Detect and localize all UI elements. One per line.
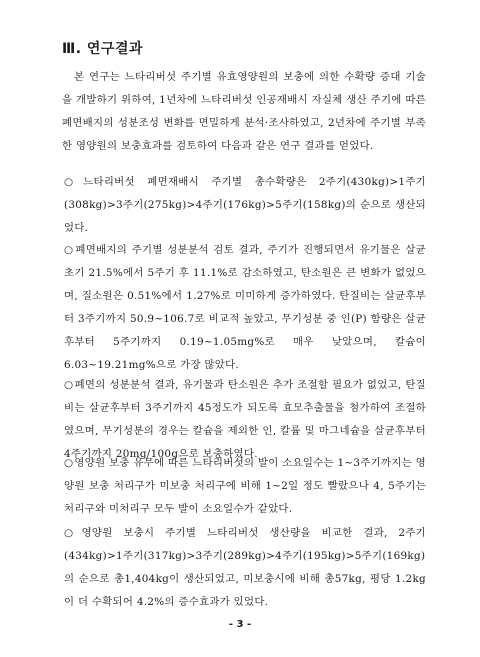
finding-text: 폐면의 성분분석 결과, 유기물과 탄소원은 추가 조절할 필요가 없었고, 탄질비는 살균후부터 3주기까지 45정도가 되도록 효모추출물을 첨가하여 조절하였으며, 무기성분의 경우는 칼슘을 제외한 인, 칼륨 및 마그네슘을 살균후부터 4주기까지 20mg/100g으로 보충하였다. [64,379,426,460]
finding-item [64,452,426,521]
finding-item [64,239,426,377]
finding-text: 영양원 보충시 주기별 느타리버섯 생산량을 비교한 결과, 2주기(434kg)>1주기(317kg)>3주기(289kg)>4주기(195kg)>5주기(169kg)의 순으로 총1,404kg이 생산되었고, 미보충시에 비해 총57kg, 평당 1.2kg이 더 수확되어 4.2%의 증수효과가 있었다. [64,527,426,608]
bullet-circle-icon: ○ [64,244,75,256]
bullet-circle-icon: ○ [64,527,81,539]
finding-text: 폐면배지의 주기별 성분분석 검토 결과, 주기가 진행되면서 유기물은 살균 초기 21.5%에서 5주기 후 11.1%로 감소하였고, 탄소원은 큰 변화가 없었으며, 질소원은 0.51%에서 1.27%로 미미하게 증가하였다. 탄질비는 살균후부터 3주기까지 50.9~106.7로 비교적 높았고, 무기성분 중 인(P) 함량은 살균후부터 5주기까지 0.19~1.05mg%로 매우 낮았으며, 칼슘이 6.03~19.21mg%으로 가장 많았다. [64,244,427,371]
finding-text: 느타리버섯 폐면재배시 주기별 총수확량은 2주기(430kg)>1주기(308kg)>3주기(275kg)>4주기(176kg)>5주기(158kg)의 순으로 생산되었다. [64,176,426,234]
finding-item [64,171,426,240]
bullet-circle-icon: ○ [64,176,83,188]
intro-paragraph: 본 연구는 느타리버섯 주기별 유효영양원의 보충에 의한 수확량 증대 기술을 개발하기 위하여, 1년차에 느타리버섯 인공재배시 자실체 생산 주기에 따른 폐면배지의 성분조성 변화를 면밀하게 분석·조사하였고, 2년차에 주기별 부족한 영양원의 보충효과를 검토하여 다음과 같은 연구 결과를 얻었다. [62,71,426,152]
bullet-circle-icon: ○ [64,379,74,391]
bullet-circle-icon: ○ [64,457,74,469]
page-number: - 3 - [228,619,252,630]
finding-text: 영양원 보충 유무에 따른 느타리버섯의 발이 소요일수는 1~3주기까지는 영양원 보충 처리구가 미보충 처리구에 비해 1~2일 정도 빨랐으나 4, 5주기는 처리구와 미처리구 모두 발이 소요일수가 같았다. [64,457,426,515]
section-heading: Ⅲ. 연구결과 [62,41,144,57]
finding-item [64,522,426,614]
